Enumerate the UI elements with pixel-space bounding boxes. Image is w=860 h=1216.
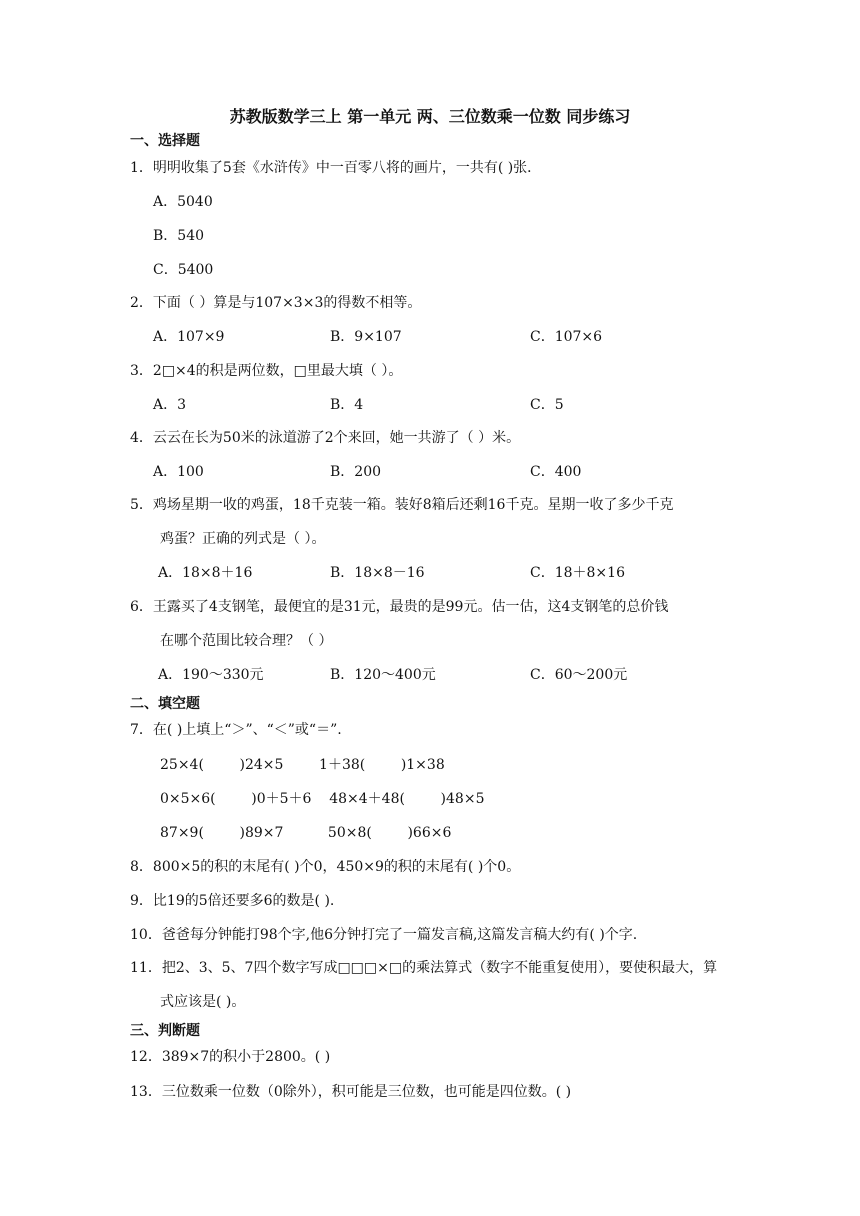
question-11: 11．把2、3、5、7四个数字写成□□□×□的乘法算式（数字不能重复使用），要使积最大，算 [130,960,718,976]
q5-option-a: A．18×8＋16 [158,565,253,581]
question-5-continued: 鸡蛋？正确的列式是（ ）。 [160,531,326,547]
q7-row-3: 87×9( )89×7 50×8( )66×6 [160,825,452,841]
q2-option-a: A．107×9 [153,329,225,345]
q1-option-b: B．540 [153,228,205,244]
section-multiple-choice: 一、选择题 [130,133,200,149]
q7-row-1: 25×4( )24×5 1＋38( )1×38 [160,757,445,773]
question-7: 7．在( )上填上“＞”、“＜”或“＝”. [130,722,342,738]
q1-option-a: A．5040 [153,194,213,210]
q4-option-a: A．100 [153,464,204,480]
q2-option-c: C．107×6 [530,329,603,345]
q5-option-b: B．18×8－16 [330,565,425,581]
section-fill-in: 二、填空题 [130,696,200,712]
q2-option-b: B．9×107 [330,329,402,345]
question-6-continued: 在哪个范围比较合理？（ ） [160,633,333,649]
q4-option-b: B．200 [330,464,382,480]
question-2: 2．下面（ ）算是与107×3×3的得数不相等。 [130,295,422,311]
question-6: 6．王露买了4支钢笔，最便宜的是31元，最贵的是99元。估一估，这4支钢笔的总价钱 [130,599,669,615]
question-13: 13．三位数乘一位数（0除外），积可能是三位数，也可能是四位数。( ) [130,1084,572,1100]
q6-option-b: B．120～400元 [330,667,436,683]
q1-option-c: C．5400 [153,262,214,278]
q7-row-2: 0×5×6( )0＋5＋6 48×4＋48( )48×5 [160,791,485,807]
question-1: 1．明明收集了5套《水浒传》中一百零八将的画片，一共有( )张． [130,160,542,176]
q6-option-a: A．190～330元 [158,667,264,683]
q5-option-c: C．18＋8×16 [530,565,625,581]
q6-option-c: C．60～200元 [530,667,628,683]
question-8: 8．800×5的积的末尾有( )个0，450×9的积的末尾有( )个0。 [130,859,521,875]
q3-option-c: C．5 [530,397,564,413]
section-true-false: 三、判断题 [130,1023,200,1039]
page-title: 苏教版数学三上 第一单元 两、三位数乘一位数 同步练习 [229,107,631,126]
question-3: 3．2□×4的积是两位数，□里最大填（ ）。 [130,363,403,379]
q3-option-b: B．4 [330,397,364,413]
question-4: 4．云云在长为50米的泳道游了2个来回，她一共游了（ ）米。 [130,430,521,446]
question-9: 9．比19的5倍还要多6的数是( ). [130,893,335,909]
q4-option-c: C．400 [530,464,582,480]
question-5: 5．鸡场星期一收的鸡蛋，18千克装一箱。装好8箱后还剩16千克。星期一收了多少千克 [130,497,674,513]
question-10: 10．爸爸每分钟能打98个字,他6分钟打完了一篇发言稿,这篇发言稿大约有( )个字. [130,927,638,943]
q3-option-a: A．3 [153,397,187,413]
question-12: 12．389×7的积小于2800。( ) [130,1049,331,1065]
question-11-continued: 式应该是( )。 [160,994,246,1010]
